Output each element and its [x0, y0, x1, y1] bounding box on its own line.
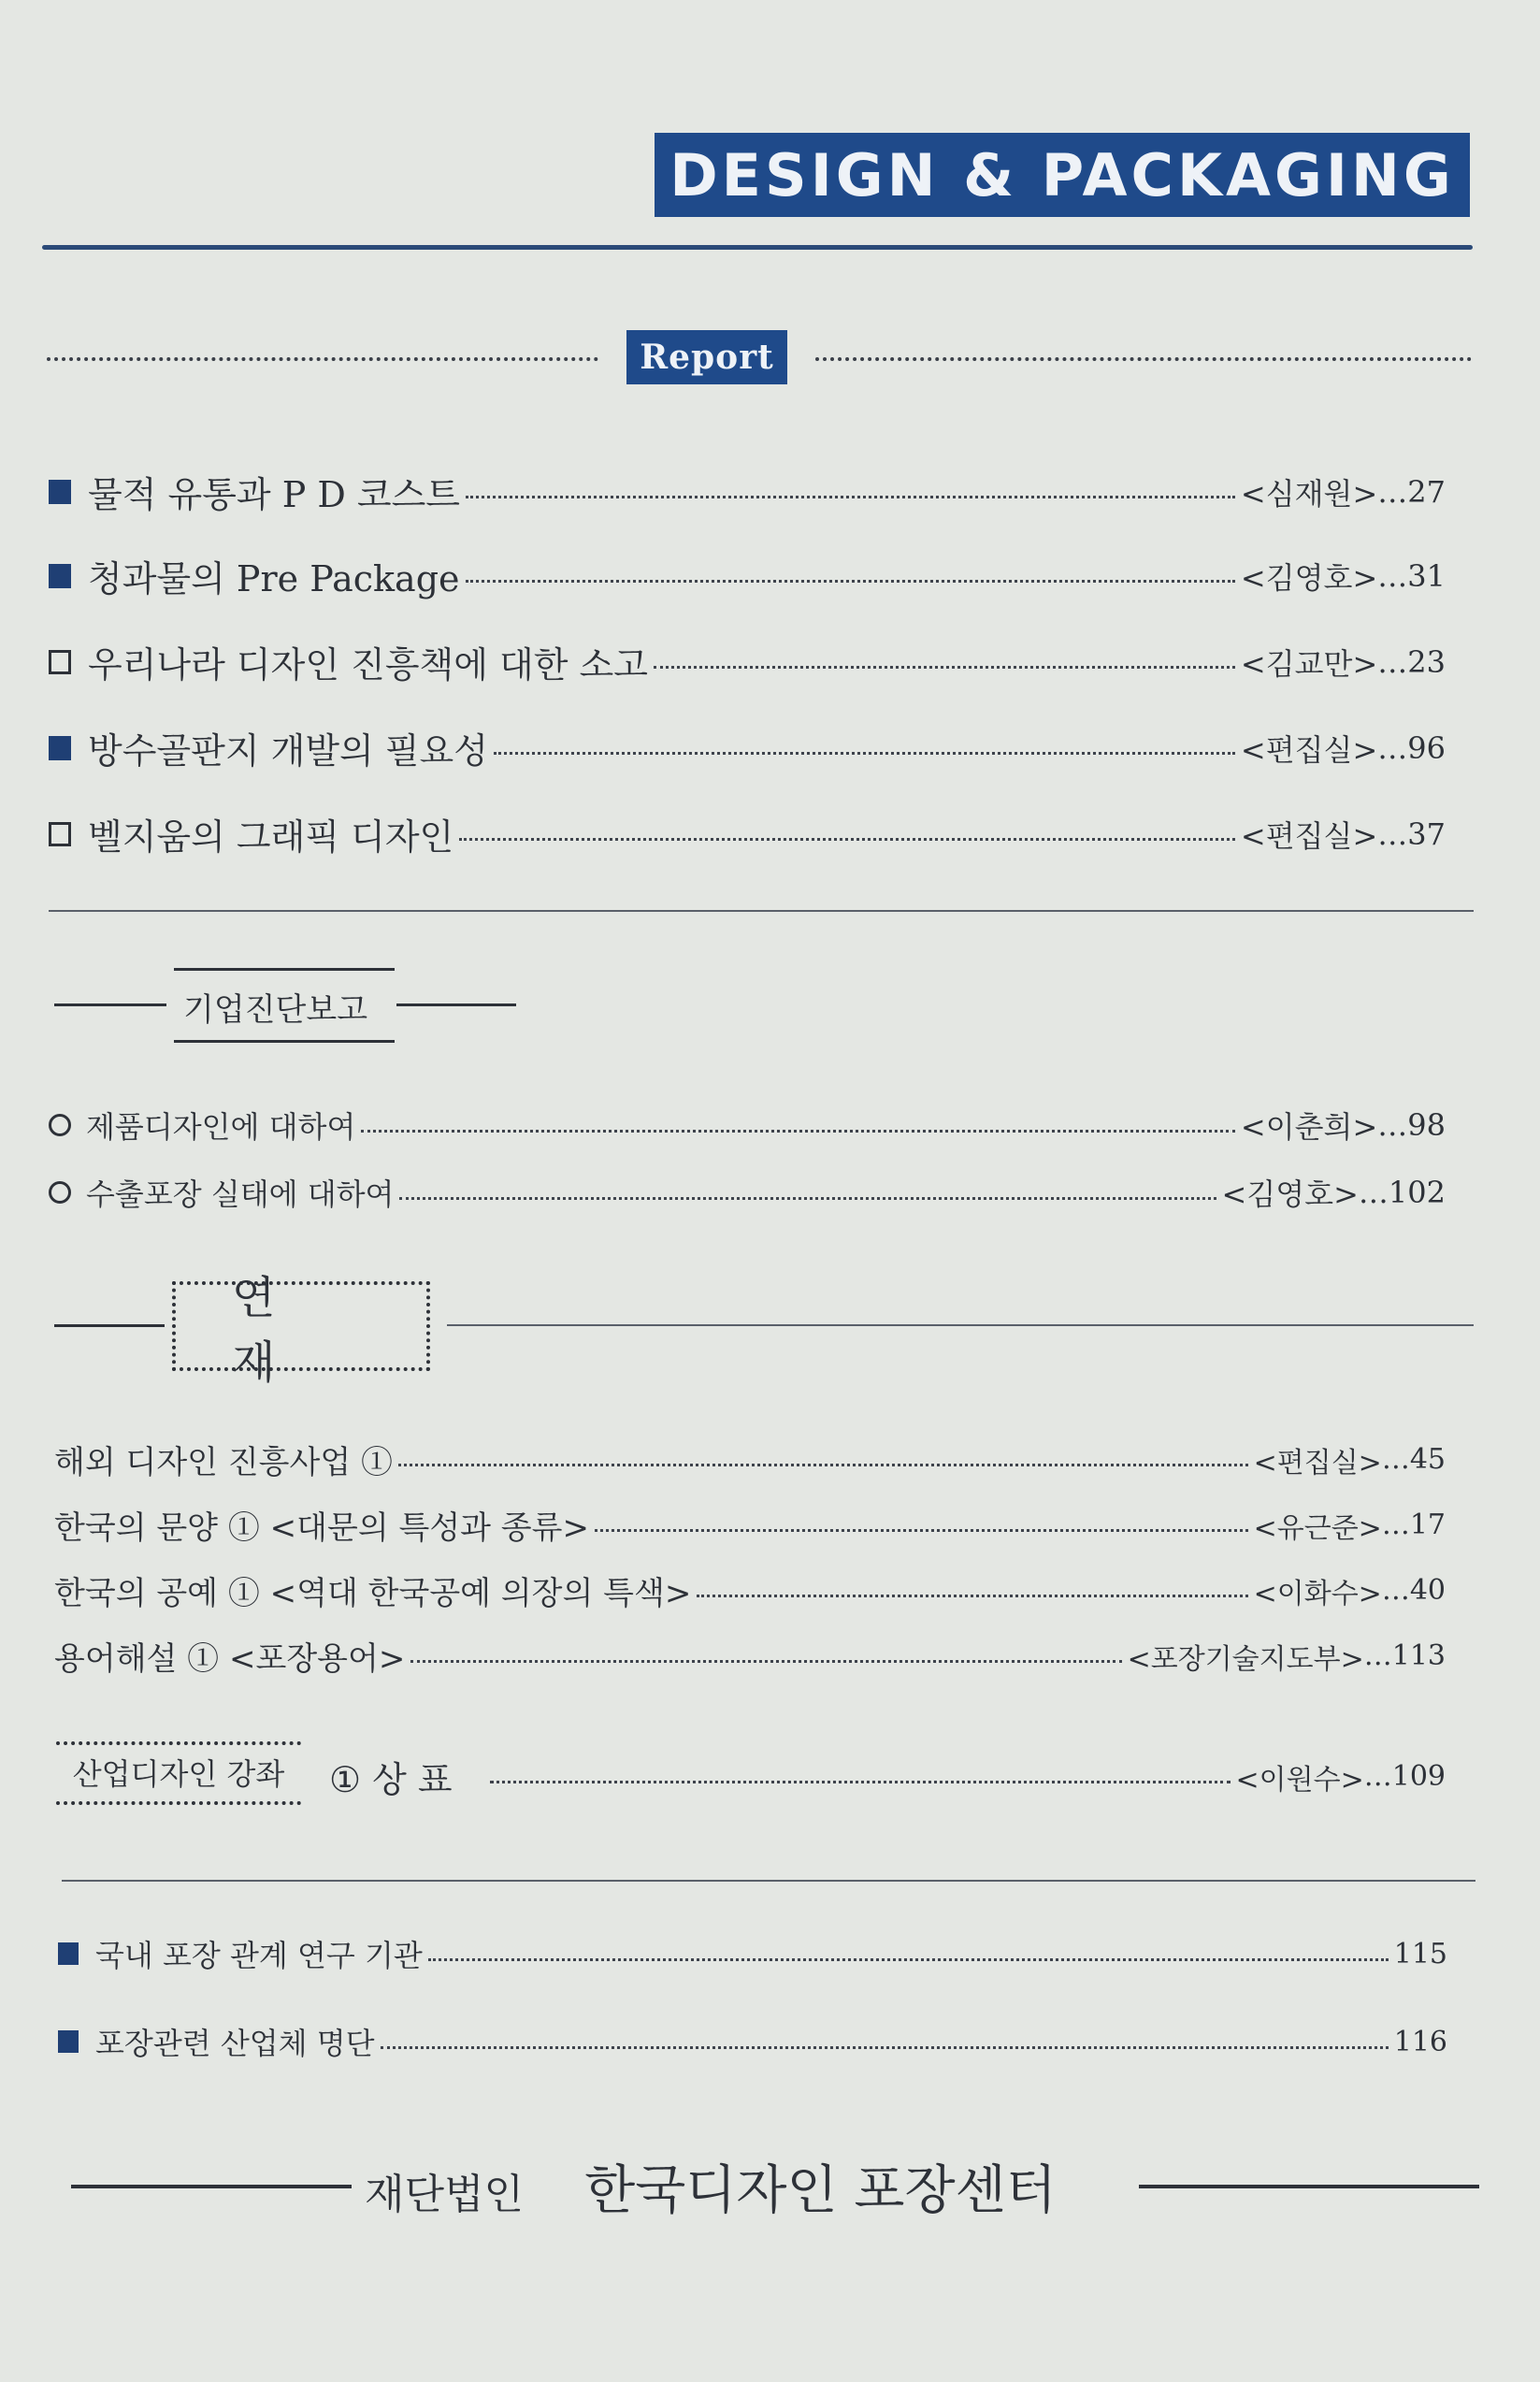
diagnosis-section-label: 기업진단보고: [183, 991, 368, 1029]
report-entry[interactable]: [49, 808, 1446, 859]
entry-page: 115: [1393, 1937, 1447, 1971]
entry-title: 우리나라 디자인 진흥책에 대한 소고: [88, 644, 648, 686]
report-dotted-rule-left: [47, 357, 598, 361]
entry-title: 제품디자인에 대하여: [86, 1109, 356, 1145]
open-circle-icon: [49, 1114, 71, 1136]
entry-title: 벨지움의 그래픽 디자인: [88, 816, 454, 858]
masthead-title: DESIGN & PACKAGING: [655, 133, 1470, 217]
serial-header-rule-left: [54, 1324, 165, 1327]
dot-leader: [428, 1958, 1389, 1961]
entry-author: <포장기술지도부>: [1127, 1642, 1364, 1676]
diagnosis-entry[interactable]: [49, 1104, 1446, 1147]
dot-leader: [494, 752, 1235, 755]
filled-square-icon: [58, 2030, 79, 2053]
entry-page: …45: [1381, 1443, 1446, 1476]
dot-leader: [466, 496, 1235, 498]
diagnosis-header-rule-left: [54, 1003, 166, 1006]
open-square-icon: [49, 822, 71, 846]
course-section-label: 산업디자인 강좌: [72, 1756, 285, 1792]
diagnosis-header-rule-top: [174, 968, 395, 971]
serial-entry[interactable]: [54, 1633, 1446, 1679]
entry-author: <편집실>: [1253, 1446, 1382, 1480]
publisher-name: [365, 2149, 1057, 2224]
dot-leader: [466, 580, 1235, 583]
open-square-icon: [49, 650, 71, 674]
entry-author: <심재원>: [1240, 475, 1378, 512]
dot-leader: [361, 1130, 1235, 1133]
report-entry[interactable]: [49, 722, 1446, 773]
section-divider: [62, 1880, 1475, 1882]
course-label-rule-bottom: [56, 1801, 301, 1805]
diagnosis-entry[interactable]: [49, 1171, 1446, 1214]
publisher-prefix: 재단법인: [365, 2171, 525, 2218]
dot-leader: [381, 2046, 1389, 2049]
masthead-rule: [42, 245, 1473, 250]
entry-title: 용어해설 ① <포장용어>: [54, 1640, 406, 1678]
diagnosis-header-rule-bottom: [174, 1040, 395, 1043]
misc-entry[interactable]: [58, 2020, 1447, 2063]
dot-leader: [459, 838, 1235, 841]
report-entry[interactable]: [49, 466, 1446, 517]
serial-entry[interactable]: [54, 1502, 1446, 1548]
entry-title: 국내 포장 관계 연구 기관: [95, 1938, 423, 1973]
entry-page: …109: [1363, 1760, 1446, 1793]
entry-author: <김교만>: [1240, 645, 1378, 682]
entry-page: …113: [1363, 1639, 1446, 1672]
footer-rule-right: [1139, 2185, 1479, 2188]
entry-title: 한국의 공예 ① <역대 한국공예 의장의 특색>: [54, 1575, 692, 1612]
entry-author: <김영호>: [1240, 559, 1378, 596]
serial-header-rule-right: [447, 1324, 1474, 1326]
entry-page: 116: [1393, 2025, 1447, 2058]
open-circle-icon: [49, 1181, 71, 1204]
serial-section-label: 연재: [172, 1281, 430, 1371]
entry-title: 청과물의 Pre Package: [88, 558, 460, 599]
entry-author: <편집실>: [1240, 817, 1378, 854]
entry-title: 해외 디자인 진흥사업 ①: [54, 1444, 394, 1481]
course-entry[interactable]: [329, 1751, 1446, 1802]
entry-author: <편집실>: [1240, 731, 1378, 768]
dot-leader: [410, 1660, 1121, 1663]
filled-square-icon: [58, 1942, 79, 1965]
entry-title: 수출포장 실태에 대하여: [86, 1177, 395, 1212]
footer-rule-left: [71, 2185, 352, 2188]
entry-page: …23: [1377, 643, 1446, 680]
serial-entry[interactable]: [54, 1436, 1446, 1482]
entry-page: …40: [1381, 1574, 1446, 1607]
section-divider: [49, 910, 1474, 912]
publisher-title: 한국디자인 포장센터: [584, 2160, 1057, 2221]
report-entry[interactable]: [49, 636, 1446, 687]
report-entry[interactable]: [49, 550, 1446, 601]
course-label-rule-top: [56, 1741, 301, 1745]
entry-page: …98: [1377, 1107, 1446, 1143]
dot-leader: [398, 1464, 1248, 1466]
entry-page: …96: [1377, 729, 1446, 766]
entry-page: …17: [1381, 1509, 1446, 1541]
entry-page: …31: [1377, 557, 1446, 594]
entry-author: <이춘희>: [1240, 1109, 1378, 1145]
entry-title: ① 상 표: [329, 1759, 453, 1800]
entry-page: …37: [1377, 816, 1446, 852]
entry-page: …102: [1358, 1175, 1446, 1210]
entry-title: 포장관련 산업체 명단: [95, 2026, 375, 2061]
misc-entry[interactable]: [58, 1932, 1447, 1975]
filled-square-icon: [49, 736, 71, 760]
dot-leader: [654, 666, 1235, 669]
dot-leader: [490, 1781, 1231, 1783]
entry-author: <김영호>: [1221, 1177, 1359, 1212]
entry-page: …27: [1377, 473, 1446, 510]
entry-title: 한국의 문양 ① <대문의 특성과 종류>: [54, 1509, 589, 1547]
entry-title: 물적 유통과 P D 코스트: [88, 474, 461, 515]
entry-author: <이원수>: [1235, 1763, 1364, 1797]
entry-author: <이화수>: [1253, 1577, 1382, 1610]
entry-title: 방수골판지 개발의 필요성: [88, 730, 488, 772]
report-dotted-rule-right: [815, 357, 1472, 361]
entry-author: <유근준>: [1253, 1511, 1382, 1545]
diagnosis-header-rule-right: [396, 1003, 516, 1006]
filled-square-icon: [49, 480, 71, 504]
filled-square-icon: [49, 564, 71, 588]
dot-leader: [399, 1197, 1216, 1200]
serial-entry[interactable]: [54, 1567, 1446, 1613]
dot-leader: [697, 1595, 1247, 1597]
dot-leader: [595, 1529, 1248, 1532]
report-badge: Report: [626, 330, 787, 384]
